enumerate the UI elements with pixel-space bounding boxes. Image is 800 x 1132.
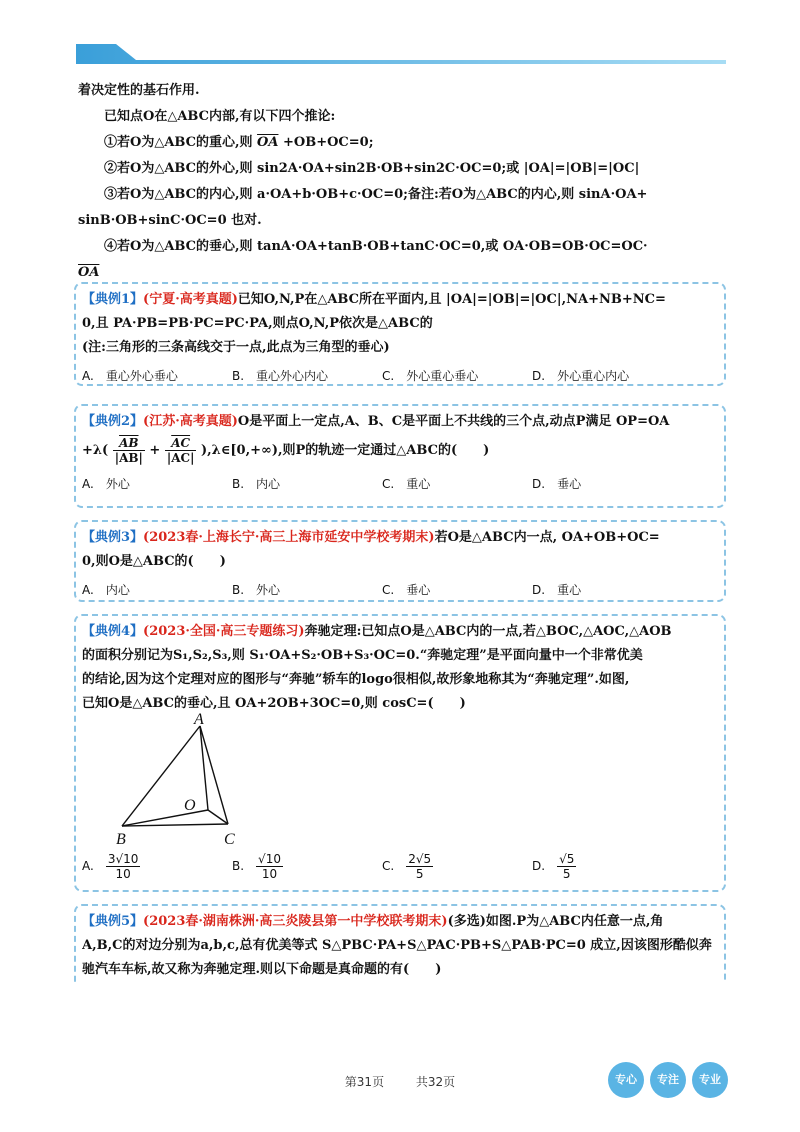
example-4-options xyxy=(82,852,716,881)
example-1-box xyxy=(74,282,726,386)
example-3-options xyxy=(82,578,716,602)
footer-badges xyxy=(608,1058,732,1098)
example-1-option-a[interactable]: A. 重心外心垂心 xyxy=(82,369,178,383)
vertex-label-c: C xyxy=(224,831,235,848)
corollary-4b: $\overline{OA}$ xyxy=(78,265,100,280)
example-5-tag: 【典例5】 xyxy=(82,914,144,929)
example-5-text-1: (多选)如图.P为△ABC内任意一点,角 xyxy=(447,914,664,929)
corollary-3a: ③若O为△ABC的内心,则 a·OA+b·OB+c·OC=0;备注:若O为△ABC的内心,则 sinA·OA+ xyxy=(104,187,648,202)
example-3-tag: 【典例3】 xyxy=(82,530,144,545)
corollary-3b: sinB·OB+sinC·OC=0 也对. xyxy=(78,213,262,228)
example-4-option-c[interactable]: C. $\frac{2√5}{5}$ xyxy=(382,852,432,881)
intro-line-0: 着决定性的基石作用. xyxy=(78,83,200,98)
example-3-option-d[interactable]: D. 重心 xyxy=(532,583,582,597)
example-1-option-c[interactable]: C. 外心重心垂心 xyxy=(382,369,479,383)
edge-bc xyxy=(122,824,228,826)
example-1-tag: 【典例1】 xyxy=(82,292,144,307)
example-3-box xyxy=(74,520,726,602)
example-3-option-b[interactable]: B. 外心 xyxy=(232,583,281,597)
example-4-text-3: 的结论,因为这个定理对应的图形与“奔驰”轿车的logo很相似,故形象地称其为“奔驰定理”.如图, xyxy=(82,672,630,687)
example-5-text-2: A,B,C的对边分别为a,b,c,总有优美等式 S△PBC·PA+S△PAC·PB+S△PAB·PC=0 成立,因该图形酷似奔 xyxy=(82,938,712,953)
intro-line-1: 已知点O在△ABC内部,有以下四个推论: xyxy=(104,109,336,124)
vertex-label-a: A xyxy=(194,712,204,728)
example-2-tag: 【典例2】 xyxy=(82,414,144,429)
example-4-tag: 【典例4】 xyxy=(82,624,144,639)
triangle-figure xyxy=(110,712,260,852)
example-1-text-3: (注:三角形的三条高线交于一点,此点为三角型的垂心) xyxy=(82,340,390,355)
page-number: 第31页 xyxy=(344,1075,385,1089)
example-4-option-b[interactable]: B. $\frac{√10}{10}$ xyxy=(232,852,281,881)
example-3-text-1: 若O是△ABC内一点, OA+OB+OC= xyxy=(434,530,660,545)
example-5-source: (2023春·湖南株洲·高三炎陵县第一中学校联考期末) xyxy=(143,914,448,929)
corollary-4a: ④若O为△ABC的垂心,则 tanA·OA+tanB·OB+tanC·OC=0,或 OA·OB=OB·OC=OC· xyxy=(104,239,648,254)
corollary-1-tail: +OB+OC=0; xyxy=(283,135,374,150)
example-1-option-b[interactable]: B. 重心外心内心 xyxy=(232,369,329,383)
example-2-source: (江苏·高考真题) xyxy=(143,414,238,429)
fraction-ab: $\frac{\overline{AB}}{|AB|}$ xyxy=(114,436,143,465)
example-2-text-1: O是平面上一定点,A、B、C是平面上不共线的三个点,动点P满足 OP=OA xyxy=(237,414,670,429)
example-3-source: (2023春·上海长宁·高三上海市延安中学校考期末) xyxy=(143,530,435,545)
example-2-options xyxy=(82,472,716,496)
example-3-option-a[interactable]: A. 内心 xyxy=(82,583,130,597)
vertex-label-o: O xyxy=(184,797,196,814)
example-1-text-2: 0,且 PA·PB=PB·PC=PC·PA,则点O,N,P依次是△ABC的 xyxy=(82,316,433,331)
example-1-options xyxy=(82,364,716,388)
badge-professional: 专业 xyxy=(692,1062,728,1098)
example-4-option-a[interactable]: A. $\frac{3√10}{10}$ xyxy=(82,852,139,881)
example-4-option-d[interactable]: D. $\frac{√5}{5}$ xyxy=(532,852,575,881)
corollary-1-text: ①若O为△ABC的重心,则 xyxy=(104,135,253,150)
example-2-option-a[interactable]: A. 外心 xyxy=(82,477,130,491)
example-1-text-1: 已知O,N,P在△ABC所在平面内,且 |OA|=|OB|=|OC|,NA+NB+NC= xyxy=(237,292,666,307)
example-5-text-3: 驰汽车车标,故又称为奔驰定理.则以下命题是真命题的有( ) xyxy=(82,962,442,977)
example-2-option-c[interactable]: C. 重心 xyxy=(382,477,431,491)
page-total: 共32页 xyxy=(415,1075,456,1089)
badge-focus-attention: 专注 xyxy=(650,1062,686,1098)
badge-focus-heart: 专心 xyxy=(608,1062,644,1098)
example-1-source: (宁夏·高考真题) xyxy=(143,292,238,307)
example-2-option-b[interactable]: B. 内心 xyxy=(232,477,281,491)
example-2-text-2: +λ( $\frac{\overline{AB}}{|AB|}$ + $\frac{\overline{AC}}{|AC|}$ ),λ∈[0,+∞),则P的轨迹一定通过△ABC的( ) xyxy=(82,436,490,465)
intro-section xyxy=(78,78,728,286)
example-2-box xyxy=(74,404,726,508)
corollary-2: ②若O为△ABC的外心,则 sin2A·OA+sin2B·OB+sin2C·OC=0;或 |OA|=|OB|=|OC| xyxy=(104,161,640,176)
example-2-option-d[interactable]: D. 垂心 xyxy=(532,477,582,491)
example-4-text-4: 已知O是△ABC的垂心,且 OA+2OB+3OC=0,则 cosC=( ) xyxy=(82,696,466,711)
example-4-text-1: 奔驰定理:已知点O是△ABC内的一点,若△BOC,△AOC,△AOB xyxy=(304,624,672,639)
example-1-option-d[interactable]: D. 外心重心内心 xyxy=(532,369,630,383)
example-3-option-c[interactable]: C. 垂心 xyxy=(382,583,431,597)
example-4-source: (2023·全国·高三专题练习) xyxy=(143,624,305,639)
fraction-ac: $\frac{\overline{AC}}{|AC|}$ xyxy=(166,436,195,465)
example-5-box xyxy=(74,904,726,982)
example-4-text-2: 的面积分别记为S₁,S₂,S₃,则 S₁·OA+S₂·OB+S₃·OC=0.“奔驰定理”是平面向量中一个非常优美 xyxy=(82,648,643,663)
vertex-label-b: B xyxy=(116,831,126,848)
example-3-text-2: 0,则O是△ABC的( ) xyxy=(82,554,226,569)
corollary-1 xyxy=(78,130,728,156)
header-band xyxy=(76,44,726,66)
vector-oa: $\overline{OA}$ xyxy=(257,135,279,150)
